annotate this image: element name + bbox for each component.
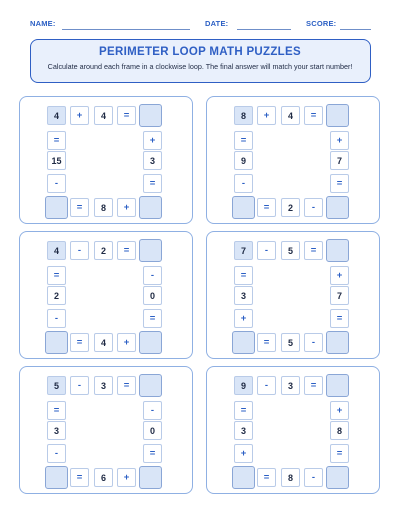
operator-cell: =: [117, 106, 136, 125]
operator-cell: =: [143, 444, 162, 463]
answer-box[interactable]: [326, 331, 349, 354]
score-label: SCORE:: [306, 19, 337, 28]
puzzle-frame: [206, 366, 380, 494]
answer-box[interactable]: [232, 466, 255, 489]
number-cell: 6: [94, 468, 113, 487]
puzzle-frame: [206, 231, 380, 359]
page-title: PERIMETER LOOP MATH PUZZLES: [99, 46, 301, 58]
score-line[interactable]: [340, 29, 371, 30]
answer-box[interactable]: [139, 466, 162, 489]
answer-box[interactable]: [232, 331, 255, 354]
operator-cell: =: [234, 401, 253, 420]
operator-cell: =: [47, 266, 66, 285]
operator-cell: -: [47, 174, 66, 193]
number-cell: 3: [234, 286, 253, 305]
number-cell: 3: [94, 376, 113, 395]
answer-box[interactable]: [139, 104, 162, 127]
operator-cell: =: [143, 309, 162, 328]
operator-cell: -: [70, 241, 89, 260]
operator-cell: =: [257, 468, 276, 487]
operator-cell: -: [304, 198, 323, 217]
number-cell: 9: [234, 376, 253, 395]
name-line[interactable]: [62, 29, 190, 30]
operator-cell: =: [70, 198, 89, 217]
operator-cell: +: [143, 131, 162, 150]
operator-cell: -: [234, 174, 253, 193]
number-cell: 0: [143, 421, 162, 440]
answer-box[interactable]: [139, 196, 162, 219]
number-cell: 3: [281, 376, 300, 395]
operator-cell: +: [330, 131, 349, 150]
number-cell: 5: [47, 376, 66, 395]
operator-cell: -: [257, 241, 276, 260]
number-cell: 9: [234, 151, 253, 170]
number-cell: 4: [94, 333, 113, 352]
answer-box[interactable]: [139, 374, 162, 397]
answer-box[interactable]: [326, 466, 349, 489]
number-cell: 7: [234, 241, 253, 260]
operator-cell: +: [117, 468, 136, 487]
number-cell: 5: [281, 241, 300, 260]
operator-cell: +: [257, 106, 276, 125]
operator-cell: +: [117, 198, 136, 217]
operator-cell: -: [304, 333, 323, 352]
operator-cell: =: [330, 309, 349, 328]
puzzle-frame: [206, 96, 380, 224]
operator-cell: =: [117, 241, 136, 260]
operator-cell: -: [143, 401, 162, 420]
operator-cell: =: [234, 131, 253, 150]
number-cell: 3: [143, 151, 162, 170]
number-cell: 8: [94, 198, 113, 217]
operator-cell: +: [234, 309, 253, 328]
operator-cell: +: [117, 333, 136, 352]
operator-cell: -: [304, 468, 323, 487]
operator-cell: +: [330, 401, 349, 420]
number-cell: 2: [281, 198, 300, 217]
operator-cell: =: [304, 106, 323, 125]
operator-cell: =: [47, 131, 66, 150]
answer-box[interactable]: [45, 196, 68, 219]
answer-box[interactable]: [45, 331, 68, 354]
answer-box[interactable]: [232, 196, 255, 219]
number-cell: 15: [47, 151, 66, 170]
operator-cell: -: [70, 376, 89, 395]
answer-box[interactable]: [326, 374, 349, 397]
number-cell: 4: [281, 106, 300, 125]
name-label: NAME:: [30, 19, 56, 28]
operator-cell: =: [304, 376, 323, 395]
date-line[interactable]: [237, 29, 291, 30]
operator-cell: =: [304, 241, 323, 260]
number-cell: 2: [94, 241, 113, 260]
operator-cell: -: [47, 309, 66, 328]
operator-cell: =: [257, 333, 276, 352]
answer-box[interactable]: [139, 239, 162, 262]
number-cell: 7: [330, 151, 349, 170]
number-cell: 2: [47, 286, 66, 305]
number-cell: 4: [94, 106, 113, 125]
puzzle-frame: [19, 366, 193, 494]
answer-box[interactable]: [326, 196, 349, 219]
date-label: DATE:: [205, 19, 229, 28]
number-cell: 8: [330, 421, 349, 440]
number-cell: 8: [234, 106, 253, 125]
operator-cell: =: [330, 444, 349, 463]
operator-cell: -: [47, 444, 66, 463]
number-cell: 4: [47, 241, 66, 260]
puzzle-frame: [19, 96, 193, 224]
operator-cell: =: [47, 401, 66, 420]
number-cell: 5: [281, 333, 300, 352]
answer-box[interactable]: [326, 239, 349, 262]
operator-cell: =: [70, 333, 89, 352]
operator-cell: +: [70, 106, 89, 125]
operator-cell: -: [143, 266, 162, 285]
number-cell: 3: [47, 421, 66, 440]
operator-cell: =: [117, 376, 136, 395]
answer-box[interactable]: [45, 466, 68, 489]
operator-cell: =: [257, 198, 276, 217]
number-cell: 8: [281, 468, 300, 487]
puzzle-frame: [19, 231, 193, 359]
answer-box[interactable]: [139, 331, 162, 354]
operator-cell: =: [70, 468, 89, 487]
operator-cell: +: [330, 266, 349, 285]
number-cell: 4: [47, 106, 66, 125]
number-cell: 3: [234, 421, 253, 440]
operator-cell: =: [143, 174, 162, 193]
operator-cell: =: [330, 174, 349, 193]
instructions: Calculate around each frame in a clockwise loop. The final answer will match your start number!: [47, 62, 353, 71]
number-cell: 7: [330, 286, 349, 305]
operator-cell: -: [257, 376, 276, 395]
operator-cell: +: [234, 444, 253, 463]
operator-cell: =: [234, 266, 253, 285]
number-cell: 0: [143, 286, 162, 305]
answer-box[interactable]: [326, 104, 349, 127]
